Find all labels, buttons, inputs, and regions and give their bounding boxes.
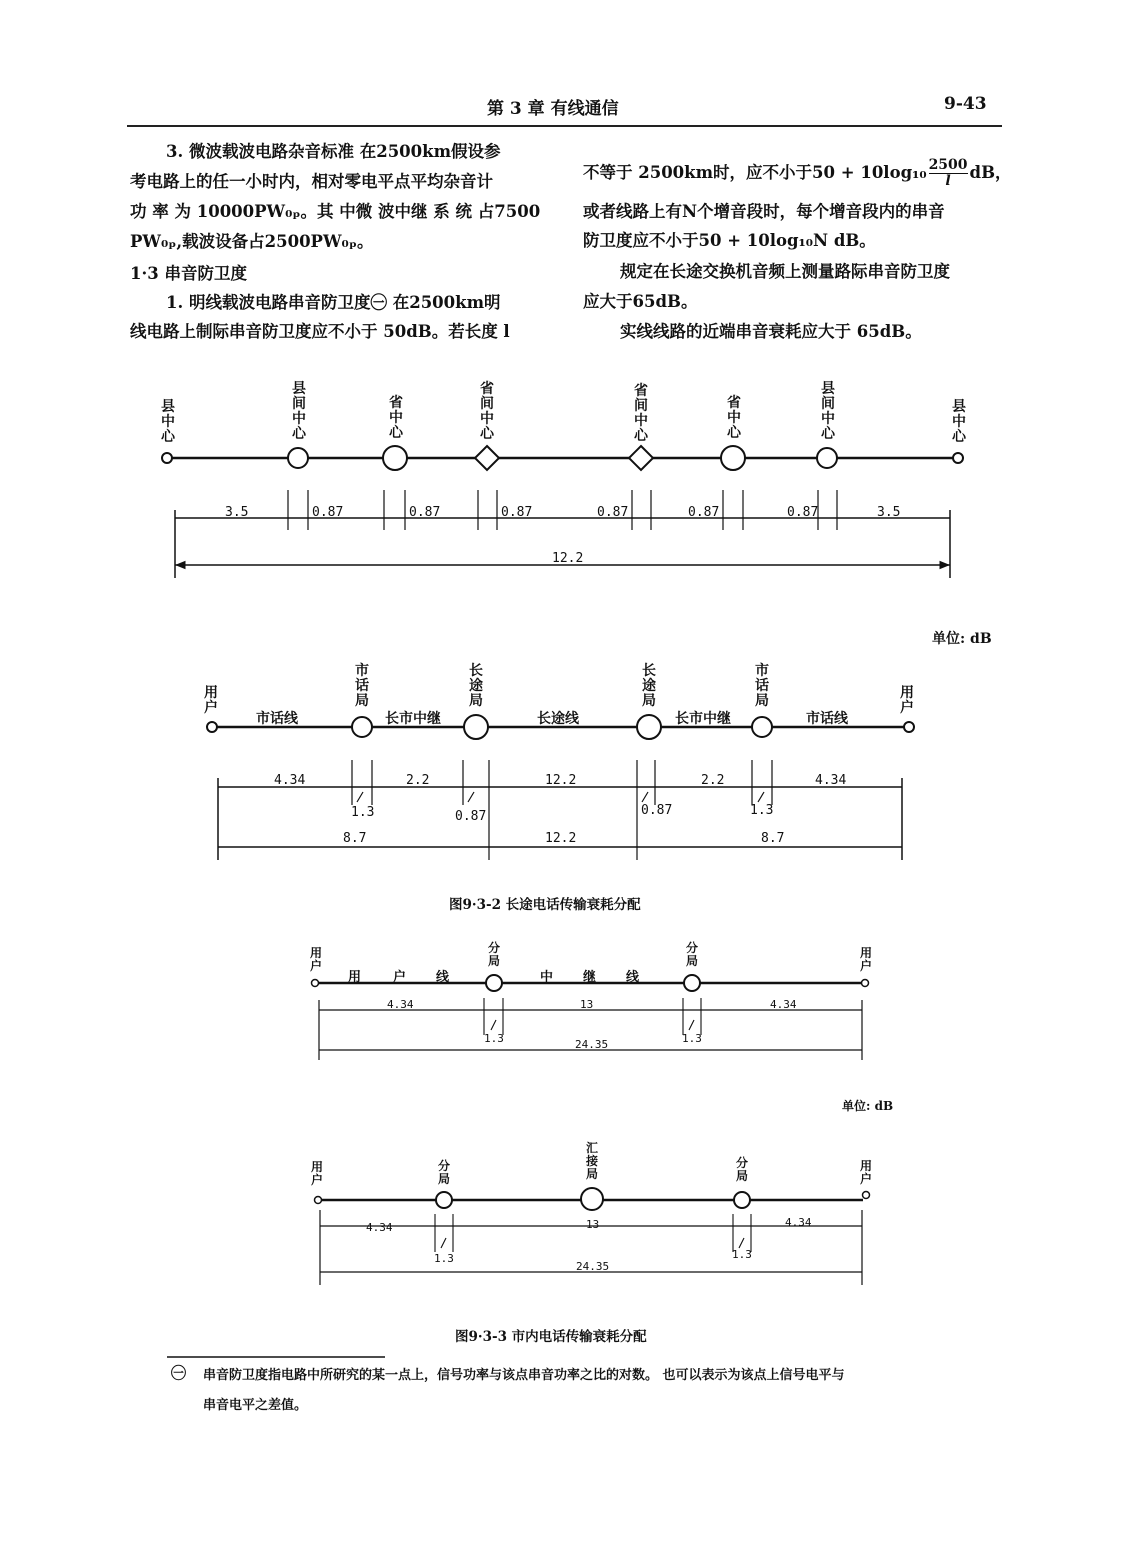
fig3a-node-branch-right	[684, 975, 700, 991]
fig3a-values	[387, 998, 797, 1051]
fig1-seg-1: 0.87	[312, 505, 344, 520]
right-line2: 或者线路上有N个增音段时，每个增音段内的串音	[583, 202, 945, 221]
fig2-link-2: 长途线	[537, 711, 579, 727]
fig1-label-5: 省中心	[727, 395, 741, 441]
fig3a-label-1: 分局	[487, 941, 500, 968]
fig1-label-7: 县中心	[952, 399, 966, 445]
fig3a-small-0: 1.3	[484, 1032, 504, 1045]
footnote-line2: 串音电平之差值。	[203, 1398, 308, 1413]
fig3b-label-2: 汇接局	[585, 1141, 598, 1181]
fig2-node-toll-right	[637, 715, 661, 739]
fig3b-total: 24.35	[576, 1260, 610, 1273]
fig1-node-county-hub-left	[288, 448, 308, 468]
fig3a-small-1: 1.3	[682, 1032, 702, 1045]
page-number: 9-43	[944, 94, 987, 114]
section-heading: 1·3 串音防卫度	[130, 264, 247, 283]
item3-line2: 考电路上的任一小时内，相对零电平点平均杂音计	[130, 172, 493, 191]
fig2-row1-3: 2.2	[701, 773, 725, 788]
fig1-label-3: 省间中心	[480, 381, 494, 442]
fig3b-row1-2: 4.34	[785, 1216, 812, 1229]
fig2-label-2: 长途局	[469, 663, 483, 709]
fig3a-link-1: 户	[393, 970, 407, 985]
fig3a-total: 24.35	[575, 1038, 609, 1051]
fig2-row2-0: 8.7	[343, 831, 367, 846]
right-line1-prefix: 不等于 2500km时，应不小于50 + 10log₁₀	[583, 163, 927, 182]
fig3a-label-0: 用户	[309, 946, 322, 973]
fig3b-caption: 图9·3-3 市内电话传输衰耗分配	[455, 1329, 647, 1345]
fig3b-row1-0: 4.34	[366, 1221, 393, 1234]
fig3b-row1-1: 13	[586, 1218, 600, 1231]
fig2-link-1: 长市中继	[385, 711, 441, 727]
fig1-label-4: 省间中心	[634, 383, 648, 444]
fig1-ticks	[288, 490, 837, 530]
footnote-line1: 串音防卫度指电路中所研究的某一点上，信号功率与该点串音功率之比的对数。 也可以表示为该点上信号电平与	[203, 1368, 845, 1383]
fig1-end-right	[953, 453, 963, 463]
footnote-mark: ㊀	[171, 1364, 187, 1382]
fig2-node-toll-left	[464, 715, 488, 739]
fig3b-label-0: 用户	[310, 1160, 323, 1187]
fig2-label-3: 长途局	[642, 663, 656, 709]
item3-line1: 3. 微波载波电路杂音标准 在2500km假设参	[166, 142, 501, 161]
fig2-row2-1: 12.2	[545, 831, 577, 846]
fig1-node-county-hub-right	[817, 448, 837, 468]
fig1-label-1: 县间中心	[292, 381, 306, 442]
fig1-seg-4: 0.87	[597, 505, 629, 520]
fig1-end-left	[162, 453, 172, 463]
fig3a-row1-0: 4.34	[387, 998, 414, 1011]
right-line5: 应大于65dB。	[583, 292, 698, 311]
item1-line2: 线电路上制际串音防卫度应不小于 50dB。若长度 l	[130, 322, 510, 341]
right-line3: 防卫度应不小于50 + 10log₁₀N dB。	[583, 231, 876, 250]
item1-line1: 1. 明线载波电路串音防卫度㊀ 在2500km明	[166, 293, 501, 312]
fig1-seg-0: 3.5	[225, 505, 249, 520]
fig3a-row1-2: 4.34	[770, 998, 797, 1011]
fig2-small-3: 1.3	[750, 803, 774, 818]
fig2-values	[274, 773, 846, 846]
fig1-node-interprov-right	[629, 446, 653, 470]
fig3a-link-4: 继	[583, 970, 597, 985]
fig1-seg-2: 0.87	[409, 505, 441, 520]
item3-line4: PW₀ₚ,载波设备占2500PW₀ₚ。	[130, 232, 374, 251]
fig1-label-6: 县间中心	[821, 381, 835, 442]
fig2-label-4: 市话局	[755, 663, 769, 709]
unit-label-1: 单位: dB	[932, 631, 992, 647]
fig1-values	[225, 505, 900, 566]
fig2-label-5: 用户	[900, 685, 914, 716]
fig1-total: 12.2	[552, 551, 584, 566]
fig3a-link-2: 线	[436, 970, 450, 985]
fig1-seg-7: 3.5	[877, 505, 901, 520]
fig3b-small-0: 1.3	[434, 1252, 454, 1265]
fig2-small-0: 1.3	[351, 805, 375, 820]
fig2-link-4: 市话线	[806, 711, 848, 727]
fig2-row1-0: 4.34	[274, 773, 306, 788]
fraction-numerator: 2500	[928, 157, 968, 173]
fig2-row1-4: 4.34	[815, 773, 847, 788]
fig1-seg-5: 0.87	[688, 505, 720, 520]
fig2-small-2: 0.87	[641, 803, 673, 818]
fig3b-label-1: 分局	[437, 1159, 450, 1186]
fig2-caption: 图9·3-2 长途电话传输衰耗分配	[449, 897, 641, 913]
fig3a-link-5: 线	[626, 970, 640, 985]
fig2-node-local-right	[752, 717, 772, 737]
fig3a-link-3: 中	[540, 970, 554, 985]
fig3a-node-branch-left	[486, 975, 502, 991]
fig1-seg-6: 0.87	[787, 505, 819, 520]
fig3b-node-branch-left	[436, 1192, 452, 1208]
fig3a-row1-1: 13	[580, 998, 594, 1011]
fig3b-label-3: 分局	[735, 1156, 748, 1183]
fig3b-small-1: 1.3	[732, 1248, 752, 1261]
item3-line3: 功 率 为 10000PW₀ₚ。其 中微 波中继 系 统 占7500	[130, 202, 541, 221]
fig2-row1-2: 12.2	[545, 773, 577, 788]
fig2-link-0: 市话线	[256, 711, 298, 727]
fig3b-values	[366, 1216, 812, 1273]
fig3a-label-2: 分局	[685, 941, 698, 968]
unit-label-2: 单位: dB	[842, 1099, 894, 1113]
fig1-node-interprov-left	[475, 446, 499, 470]
fig1-label-0: 县中心	[161, 399, 175, 445]
right-line4: 规定在长途交换机音频上测量路际串音防卫度	[620, 262, 950, 281]
fig1-label-2: 省中心	[389, 395, 403, 441]
fig3a-label-3: 用户	[859, 946, 872, 973]
fig1-seg-3: 0.87	[501, 505, 533, 520]
fig1-node-province-left	[383, 446, 407, 470]
fig2-node-local-left	[352, 717, 372, 737]
right-line6: 实线线路的近端串音衰耗应大于 65dB。	[620, 322, 922, 341]
chapter-title: 第 3 章 有线通信	[487, 99, 619, 119]
fig2-row1-1: 2.2	[406, 773, 430, 788]
fig3a-link-0: 用	[348, 970, 362, 985]
fraction-denominator: l	[945, 173, 951, 189]
right-line1-suffix: dB，	[969, 163, 1012, 182]
fig1-node-province-right	[721, 446, 745, 470]
fig3b-label-4: 用户	[859, 1159, 872, 1186]
fig3b-node-branch-right	[734, 1192, 750, 1208]
fig3b-node-tandem	[581, 1188, 603, 1210]
fig2-link-3: 长市中继	[675, 711, 731, 727]
fig2-row2-2: 8.7	[761, 831, 785, 846]
fig2-small-1: 0.87	[455, 809, 487, 824]
fig2-label-1: 市话局	[355, 663, 369, 709]
fig2-label-0: 用户	[204, 685, 218, 716]
